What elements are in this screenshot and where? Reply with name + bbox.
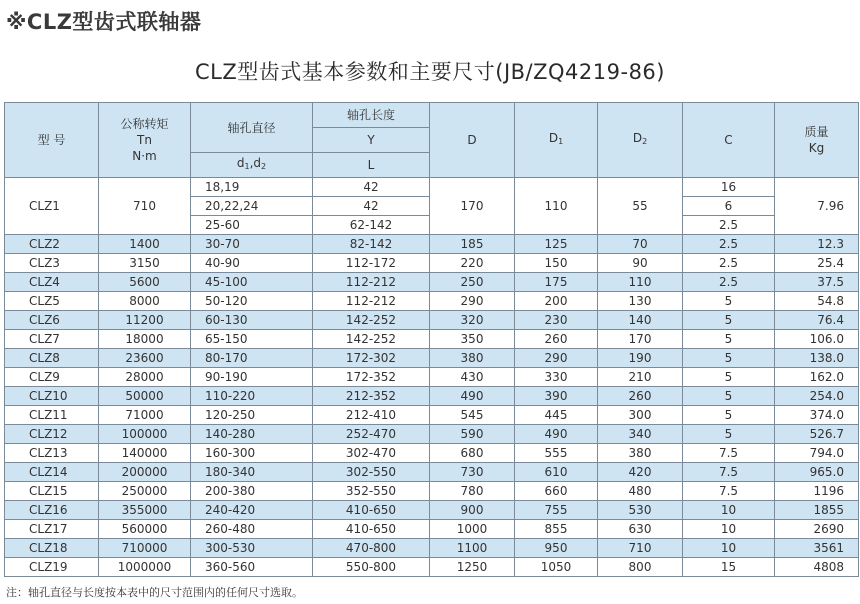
cell-D2: 420 <box>598 463 683 482</box>
cell-D1: 950 <box>515 539 598 558</box>
cell-D1: 610 <box>515 463 598 482</box>
cell-bore: 180-340 <box>191 463 313 482</box>
cell-C: 16 <box>683 178 775 197</box>
cell-length: 252-470 <box>313 425 430 444</box>
cell-C: 10 <box>683 501 775 520</box>
table-row <box>5 463 859 482</box>
header-L: L <box>313 153 430 178</box>
cell-mass: 3561 <box>775 539 859 558</box>
cell-torque: 140000 <box>99 444 191 463</box>
cell-model: CLZ9 <box>5 368 99 387</box>
cell-bore: 80-170 <box>191 349 313 368</box>
header-D2-symbol: D <box>632 131 643 145</box>
cell-length: 550-800 <box>313 558 430 577</box>
table-row <box>5 254 859 273</box>
cell-length: 62-142 <box>313 216 430 235</box>
header-torque-symbol: Tn <box>137 133 152 147</box>
header-d2-subscript: 2 <box>261 162 267 171</box>
cell-D1: 260 <box>515 330 598 349</box>
cell-torque: 710 <box>99 178 191 235</box>
cell-mass: 374.0 <box>775 406 859 425</box>
cell-length: 82-142 <box>313 235 430 254</box>
cell-D2: 190 <box>598 349 683 368</box>
header-bore-diameter: 轴孔直径 <box>191 103 313 153</box>
cell-mass: 25.4 <box>775 254 859 273</box>
cell-D2: 170 <box>598 330 683 349</box>
table-row <box>5 368 859 387</box>
cell-torque: 23600 <box>99 349 191 368</box>
cell-C: 5 <box>683 349 775 368</box>
table-row <box>5 311 859 330</box>
cell-C: 2.5 <box>683 273 775 292</box>
cell-D2: 70 <box>598 235 683 254</box>
cell-D2: 130 <box>598 292 683 311</box>
header-Y: Y <box>313 128 430 153</box>
table-row <box>5 425 859 444</box>
cell-mass: 162.0 <box>775 368 859 387</box>
cell-mass: 2690 <box>775 520 859 539</box>
cell-model: CLZ7 <box>5 330 99 349</box>
cell-model: CLZ2 <box>5 235 99 254</box>
header-model: 型 号 <box>5 103 99 178</box>
cell-D1: 200 <box>515 292 598 311</box>
cell-D1: 175 <box>515 273 598 292</box>
cell-length: 112-212 <box>313 292 430 311</box>
cell-bore: 360-560 <box>191 558 313 577</box>
cell-bore: 90-190 <box>191 368 313 387</box>
cell-bore: 20,22,24 <box>191 197 313 216</box>
cell-D2: 340 <box>598 425 683 444</box>
cell-C: 2.5 <box>683 216 775 235</box>
header-C: C <box>683 103 775 178</box>
cell-D2: 480 <box>598 482 683 501</box>
cell-D1: 330 <box>515 368 598 387</box>
cell-model: CLZ16 <box>5 501 99 520</box>
cell-model: CLZ11 <box>5 406 99 425</box>
cell-bore: 140-280 <box>191 425 313 444</box>
cell-D: 170 <box>430 178 515 235</box>
header-torque-unit: N·m <box>132 149 157 163</box>
table-row <box>5 520 859 539</box>
cell-model: CLZ13 <box>5 444 99 463</box>
cell-D1: 445 <box>515 406 598 425</box>
cell-D1: 125 <box>515 235 598 254</box>
cell-D: 730 <box>430 463 515 482</box>
cell-torque: 355000 <box>99 501 191 520</box>
cell-model: CLZ4 <box>5 273 99 292</box>
cell-mass: 1196 <box>775 482 859 501</box>
cell-D: 430 <box>430 368 515 387</box>
cell-bore: 40-90 <box>191 254 313 273</box>
table-row <box>5 235 859 254</box>
cell-mass: 76.4 <box>775 311 859 330</box>
cell-bore: 25-60 <box>191 216 313 235</box>
coupling-parameter-table <box>4 102 859 577</box>
cell-C: 5 <box>683 292 775 311</box>
cell-bore: 120-250 <box>191 406 313 425</box>
page-heading: ※CLZ型齿式联轴器 <box>6 10 202 34</box>
cell-torque: 1000000 <box>99 558 191 577</box>
cell-bore: 18,19 <box>191 178 313 197</box>
cell-D: 545 <box>430 406 515 425</box>
cell-torque: 3150 <box>99 254 191 273</box>
table-row <box>5 501 859 520</box>
cell-model: CLZ8 <box>5 349 99 368</box>
table-row <box>5 330 859 349</box>
cell-C: 7.5 <box>683 482 775 501</box>
cell-model: CLZ17 <box>5 520 99 539</box>
table-row <box>5 444 859 463</box>
cell-model: CLZ10 <box>5 387 99 406</box>
cell-mass: 526.7 <box>775 425 859 444</box>
header-D: D <box>430 103 515 178</box>
cell-length: 212-352 <box>313 387 430 406</box>
cell-length: 142-252 <box>313 311 430 330</box>
cell-length: 112-212 <box>313 273 430 292</box>
cell-torque: 8000 <box>99 292 191 311</box>
header-d-separator: ,d <box>249 156 262 170</box>
cell-length: 410-650 <box>313 520 430 539</box>
cell-torque: 71000 <box>99 406 191 425</box>
cell-C: 5 <box>683 425 775 444</box>
header-D1-symbol: D <box>548 131 559 145</box>
cell-D: 590 <box>430 425 515 444</box>
cell-mass: 12.3 <box>775 235 859 254</box>
cell-C: 5 <box>683 387 775 406</box>
cell-C: 2.5 <box>683 235 775 254</box>
cell-bore: 65-150 <box>191 330 313 349</box>
cell-torque: 710000 <box>99 539 191 558</box>
cell-D2: 300 <box>598 406 683 425</box>
cell-D: 1100 <box>430 539 515 558</box>
cell-D1: 390 <box>515 387 598 406</box>
cell-D: 290 <box>430 292 515 311</box>
cell-length: 172-352 <box>313 368 430 387</box>
cell-length: 42 <box>313 178 430 197</box>
cell-C: 5 <box>683 368 775 387</box>
cell-bore: 240-420 <box>191 501 313 520</box>
cell-D: 490 <box>430 387 515 406</box>
footnote: 注：轴孔直径与长度按本表中的尺寸范围内的任何尺寸选取。 <box>6 586 303 599</box>
table-title: CLZ型齿式基本参数和主要尺寸(JB/ZQ4219-86) <box>195 60 665 84</box>
table-row <box>5 387 859 406</box>
cell-C: 5 <box>683 330 775 349</box>
table-row <box>5 539 859 558</box>
cell-mass: 54.8 <box>775 292 859 311</box>
cell-D: 250 <box>430 273 515 292</box>
header-D1 <box>515 103 598 178</box>
cell-D2: 110 <box>598 273 683 292</box>
cell-D: 220 <box>430 254 515 273</box>
cell-length: 42 <box>313 197 430 216</box>
cell-bore: 200-380 <box>191 482 313 501</box>
cell-mass: 106.0 <box>775 330 859 349</box>
cell-D1: 230 <box>515 311 598 330</box>
cell-D2: 380 <box>598 444 683 463</box>
table-row <box>5 292 859 311</box>
cell-mass: 254.0 <box>775 387 859 406</box>
cell-D: 320 <box>430 311 515 330</box>
cell-C: 5 <box>683 406 775 425</box>
header-d1-d2 <box>191 153 313 178</box>
cell-C: 2.5 <box>683 254 775 273</box>
header-d-symbol: d <box>236 156 245 170</box>
cell-bore: 260-480 <box>191 520 313 539</box>
cell-D2: 800 <box>598 558 683 577</box>
cell-model: CLZ5 <box>5 292 99 311</box>
cell-D1: 555 <box>515 444 598 463</box>
cell-C: 7.5 <box>683 444 775 463</box>
cell-torque: 50000 <box>99 387 191 406</box>
table-row <box>5 273 859 292</box>
cell-model: CLZ12 <box>5 425 99 444</box>
header-torque-label: 公称转矩 <box>120 117 169 131</box>
cell-torque: 200000 <box>99 463 191 482</box>
header-d1-subscript: 1 <box>244 162 250 171</box>
cell-D2: 90 <box>598 254 683 273</box>
cell-D1: 490 <box>515 425 598 444</box>
cell-model: CLZ14 <box>5 463 99 482</box>
header-mass-unit: Kg <box>808 141 825 155</box>
cell-C: 15 <box>683 558 775 577</box>
cell-D: 1000 <box>430 520 515 539</box>
cell-torque: 28000 <box>99 368 191 387</box>
cell-torque: 18000 <box>99 330 191 349</box>
cell-D: 350 <box>430 330 515 349</box>
cell-model: CLZ6 <box>5 311 99 330</box>
cell-torque: 560000 <box>99 520 191 539</box>
table-row <box>5 406 859 425</box>
cell-bore: 160-300 <box>191 444 313 463</box>
cell-mass: 1855 <box>775 501 859 520</box>
header-D2 <box>598 103 683 178</box>
cell-model: CLZ1 <box>5 178 99 235</box>
cell-D2: 530 <box>598 501 683 520</box>
cell-torque: 1400 <box>99 235 191 254</box>
cell-bore: 110-220 <box>191 387 313 406</box>
cell-D: 1250 <box>430 558 515 577</box>
cell-C: 10 <box>683 520 775 539</box>
cell-D1: 290 <box>515 349 598 368</box>
cell-length: 112-172 <box>313 254 430 273</box>
cell-torque: 11200 <box>99 311 191 330</box>
header-D1-subscript: 1 <box>558 137 564 146</box>
cell-C: 5 <box>683 311 775 330</box>
cell-D: 780 <box>430 482 515 501</box>
cell-mass: 138.0 <box>775 349 859 368</box>
table-row <box>5 482 859 501</box>
cell-D: 680 <box>430 444 515 463</box>
table-row <box>5 178 859 197</box>
cell-D1: 1050 <box>515 558 598 577</box>
table-row <box>5 349 859 368</box>
cell-D2: 140 <box>598 311 683 330</box>
cell-mass: 7.96 <box>775 178 859 235</box>
cell-bore: 300-530 <box>191 539 313 558</box>
cell-C: 7.5 <box>683 463 775 482</box>
cell-C: 10 <box>683 539 775 558</box>
header-torque <box>99 103 191 178</box>
cell-length: 172-302 <box>313 349 430 368</box>
cell-bore: 60-130 <box>191 311 313 330</box>
cell-D1: 660 <box>515 482 598 501</box>
cell-D1: 150 <box>515 254 598 273</box>
cell-D2: 710 <box>598 539 683 558</box>
table-row <box>5 558 859 577</box>
cell-length: 470-800 <box>313 539 430 558</box>
cell-model: CLZ15 <box>5 482 99 501</box>
cell-mass: 794.0 <box>775 444 859 463</box>
cell-bore: 45-100 <box>191 273 313 292</box>
cell-length: 352-550 <box>313 482 430 501</box>
cell-length: 410-650 <box>313 501 430 520</box>
cell-D: 185 <box>430 235 515 254</box>
cell-D2: 630 <box>598 520 683 539</box>
cell-mass: 965.0 <box>775 463 859 482</box>
cell-D1: 855 <box>515 520 598 539</box>
header-mass-label: 质量 <box>804 125 829 139</box>
cell-length: 142-252 <box>313 330 430 349</box>
cell-model: CLZ19 <box>5 558 99 577</box>
header-D2-subscript: 2 <box>642 137 648 146</box>
cell-torque: 100000 <box>99 425 191 444</box>
header-bore-length: 轴孔长度 <box>313 103 430 128</box>
cell-D: 900 <box>430 501 515 520</box>
cell-model: CLZ3 <box>5 254 99 273</box>
cell-D2: 260 <box>598 387 683 406</box>
cell-length: 212-410 <box>313 406 430 425</box>
cell-D1: 755 <box>515 501 598 520</box>
cell-mass: 4808 <box>775 558 859 577</box>
cell-D1: 110 <box>515 178 598 235</box>
cell-bore: 50-120 <box>191 292 313 311</box>
cell-length: 302-470 <box>313 444 430 463</box>
header-mass <box>775 103 859 178</box>
cell-model: CLZ18 <box>5 539 99 558</box>
cell-bore: 30-70 <box>191 235 313 254</box>
cell-length: 302-550 <box>313 463 430 482</box>
cell-mass: 37.5 <box>775 273 859 292</box>
cell-C: 6 <box>683 197 775 216</box>
cell-torque: 250000 <box>99 482 191 501</box>
cell-torque: 5600 <box>99 273 191 292</box>
cell-D2: 210 <box>598 368 683 387</box>
cell-D2: 55 <box>598 178 683 235</box>
cell-D: 380 <box>430 349 515 368</box>
